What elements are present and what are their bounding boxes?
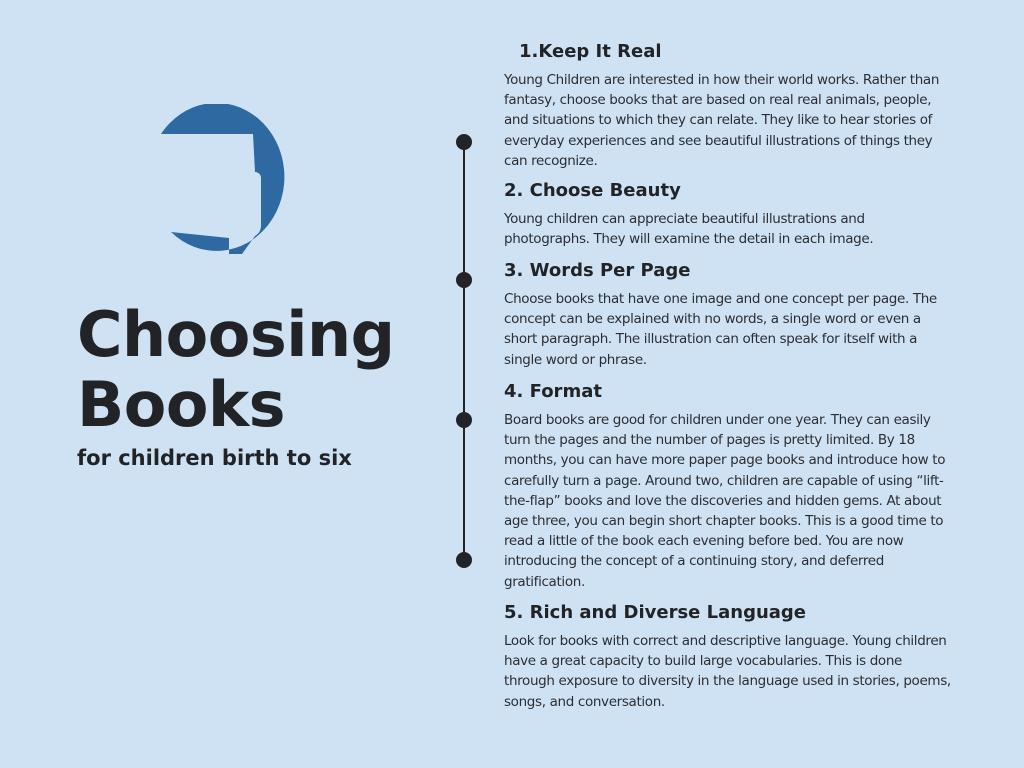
- section-body: Young children can appreciate beautiful illustrations and photographs. They will examine the detail in each image.: [504, 211, 874, 248]
- section-heading: 1.Keep It Real: [519, 41, 662, 62]
- section-heading: 4. Format: [504, 381, 602, 402]
- book-logo-icon: [155, 104, 297, 256]
- page-subtitle: for children birth to six: [77, 446, 352, 470]
- section-format: [504, 380, 954, 592]
- section-body: Young Children are interested in how their world works. Rather than fantasy, choose books that are based on real real animals, people, and situations to which they can relate. They like to hear stories of everyday experiences and see beautiful illustrations of things they can recognize.: [504, 72, 940, 169]
- section-body: Look for books with correct and descriptive language. Young children have a great capacity to build large vocabularies. This is done through exposure to diversity in the language used in stories, poems, songs, and conversation.: [504, 633, 951, 710]
- section-choose-beauty: [504, 179, 954, 249]
- section-keep-it-real: [519, 40, 954, 64]
- title-block: [77, 300, 457, 471]
- section-body: Choose books that have one image and one concept per page. The concept can be explained with no words, a single word or even a short paragraph. The illustration can often speak for itself with a single word or phrase.: [504, 291, 937, 368]
- page-title-line-1: Choosing: [77, 298, 395, 371]
- section-keep-it-real-body: [504, 70, 954, 171]
- section-words-per-page: [504, 259, 954, 370]
- page-title-line-2: Books: [77, 368, 286, 441]
- timeline-dot: [456, 552, 472, 568]
- section-body: Board books are good for children under one year. They can easily turn the pages and the number of pages is pretty limited. By 18 months, you can have more paper page books and introduce how to carefully turn a page. Around two, children are capable of using “lift-the-flap” books and love the discoveries and hidden gems. At about age three, you can begin short chapter books. This is a good time to read a little of the book each evening before bed. You are now introducing the concept of a continuing story, and deferred gratification.: [504, 412, 946, 590]
- timeline-dot: [456, 412, 472, 428]
- timeline-line: [463, 142, 465, 560]
- section-heading: 3. Words Per Page: [504, 260, 691, 281]
- timeline-dot: [456, 134, 472, 150]
- timeline-dot: [456, 272, 472, 288]
- section-rich-language: [504, 601, 954, 712]
- section-heading: 5. Rich and Diverse Language: [504, 602, 807, 623]
- section-heading: 2. Choose Beauty: [504, 180, 681, 201]
